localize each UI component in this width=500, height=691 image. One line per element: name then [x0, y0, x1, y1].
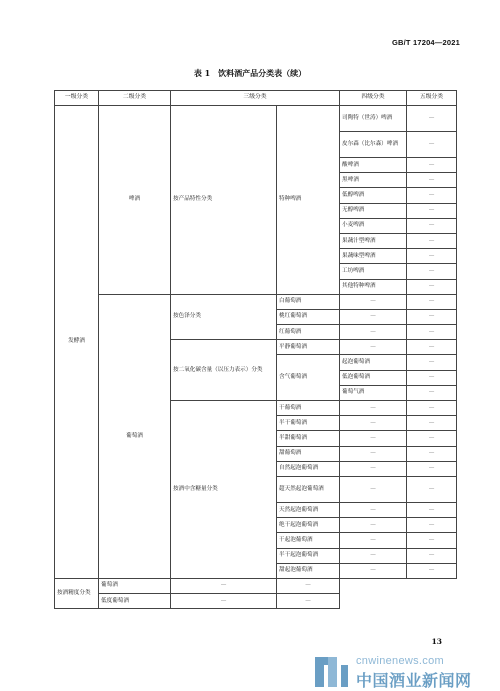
empty-cell: —: [277, 594, 340, 609]
empty-cell: —: [340, 548, 407, 563]
empty-cell: —: [340, 325, 407, 340]
standard-code: GB/T 17204—2021: [391, 38, 460, 47]
table-row: [55, 578, 457, 593]
empty-cell: —: [407, 264, 457, 279]
wine-sparkling: 含气葡萄酒: [277, 355, 340, 401]
empty-cell: —: [407, 385, 457, 400]
wine-sugar-type: 甜葡萄酒: [277, 446, 340, 461]
wine-sugar-type: 绝干起泡葡萄酒: [277, 518, 340, 533]
empty-cell: —: [407, 106, 457, 132]
level2-beer: 啤酒: [99, 106, 171, 295]
empty-cell: —: [340, 563, 407, 578]
empty-cell: —: [407, 188, 457, 203]
header-level2: 二级分类: [99, 91, 171, 106]
empty-cell: —: [340, 416, 407, 431]
empty-cell: —: [407, 446, 457, 461]
wine-sugar-type: 天然起泡葡萄酒: [277, 502, 340, 517]
wine-alcohol-type: 低度葡萄酒: [99, 594, 171, 609]
empty-cell: —: [277, 578, 340, 593]
empty-cell: —: [407, 476, 457, 502]
wine-sugar-type: 自然起泡葡萄酒: [277, 461, 340, 476]
watermark-url: cnwinenews.com: [356, 655, 444, 667]
empty-cell: —: [407, 325, 457, 340]
watermark: [312, 653, 500, 689]
caption-number: 表 1: [193, 68, 211, 78]
beer-level3: 按产品特性分类: [171, 106, 277, 295]
empty-cell: —: [407, 518, 457, 533]
header-level5: 五级分类: [407, 91, 457, 106]
empty-cell: —: [340, 461, 407, 476]
wine-sugar-type: 半干起泡葡萄酒: [277, 548, 340, 563]
wine-sugar-type: 半干葡萄酒: [277, 416, 340, 431]
watermark-logo-icon: [312, 653, 350, 689]
empty-cell: —: [340, 401, 407, 416]
wine-color-type: 白葡萄酒: [277, 294, 340, 309]
beer-type: 工坊啤酒: [340, 264, 407, 279]
table-header-row: [55, 91, 457, 106]
empty-cell: —: [407, 218, 457, 233]
classification-table: [54, 90, 457, 609]
empty-cell: —: [340, 533, 407, 548]
empty-cell: —: [407, 401, 457, 416]
empty-cell: —: [407, 355, 457, 370]
sparkling-type: 起泡葡萄酒: [340, 355, 407, 370]
table-row: [55, 294, 457, 309]
table-caption: [0, 68, 500, 79]
empty-cell: —: [407, 461, 457, 476]
header-level1: 一级分类: [55, 91, 99, 106]
beer-type: 司陶特（世涛）啤酒: [340, 106, 407, 132]
wine-color-type: 桃红葡萄酒: [277, 309, 340, 324]
beer-level4: 特种啤酒: [277, 106, 340, 295]
empty-cell: —: [407, 309, 457, 324]
header-level4: 四级分类: [340, 91, 407, 106]
wine-sugar-level3: 按酒中含糖量分类: [171, 401, 277, 579]
empty-cell: —: [340, 309, 407, 324]
empty-cell: —: [340, 502, 407, 517]
beer-type: 低醇啤酒: [340, 188, 407, 203]
wine-sugar-type: 半甜葡萄酒: [277, 431, 340, 446]
empty-cell: —: [171, 578, 277, 593]
level2-wine: 葡萄酒: [99, 294, 171, 578]
empty-cell: —: [407, 563, 457, 578]
table-row: [55, 106, 457, 132]
level1-fermented: 发酵酒: [55, 106, 99, 579]
header-level3: 三级分类: [171, 91, 340, 106]
empty-cell: —: [340, 431, 407, 446]
empty-cell: —: [340, 518, 407, 533]
empty-cell: —: [407, 249, 457, 264]
empty-cell: —: [407, 370, 457, 385]
empty-cell: —: [407, 533, 457, 548]
wine-color-type: 红葡萄酒: [277, 325, 340, 340]
table-row: [55, 594, 457, 609]
empty-cell: —: [340, 476, 407, 502]
wine-color-level3: 按色泽分类: [171, 294, 277, 340]
beer-type: 果蔬味型啤酒: [340, 249, 407, 264]
beer-type: 无醇啤酒: [340, 203, 407, 218]
empty-cell: —: [407, 340, 457, 355]
wine-still: 平静葡萄酒: [277, 340, 340, 355]
empty-cell: —: [407, 431, 457, 446]
empty-cell: —: [340, 294, 407, 309]
empty-cell: —: [340, 446, 407, 461]
watermark-name: 中国酒业新闻网: [356, 671, 472, 690]
empty-cell: —: [407, 158, 457, 173]
beer-type: 皮尔森（比尔森）啤酒: [340, 132, 407, 158]
empty-cell: —: [407, 279, 457, 294]
wine-sugar-type: 超天然起泡葡萄酒: [277, 476, 340, 502]
sparkling-type: 葡萄气酒: [340, 385, 407, 400]
page-number: 13: [431, 637, 442, 646]
beer-type: 黑啤酒: [340, 173, 407, 188]
beer-type: 小麦啤酒: [340, 218, 407, 233]
empty-cell: —: [171, 594, 277, 609]
beer-type: 果蔬汁型啤酒: [340, 233, 407, 248]
beer-type: 酸啤酒: [340, 158, 407, 173]
empty-cell: —: [340, 340, 407, 355]
sparkling-type: 低泡葡萄酒: [340, 370, 407, 385]
wine-co2-level3: 按二氧化碳含量（以压力表示）分类: [171, 340, 277, 401]
wine-alcohol-type: 葡萄酒: [99, 578, 171, 593]
empty-cell: —: [407, 132, 457, 158]
empty-cell: —: [407, 416, 457, 431]
wine-sugar-type: 甜起泡葡萄酒: [277, 563, 340, 578]
empty-cell: —: [407, 173, 457, 188]
empty-cell: —: [407, 548, 457, 563]
empty-cell: —: [407, 502, 457, 517]
caption-title: 饮料酒产品分类表（续）: [218, 68, 307, 78]
empty-cell: —: [407, 233, 457, 248]
wine-sugar-type: 干起泡葡萄酒: [277, 533, 340, 548]
beer-type: 其他特种啤酒: [340, 279, 407, 294]
wine-sugar-type: 干葡萄酒: [277, 401, 340, 416]
empty-cell: —: [407, 203, 457, 218]
wine-alcohol-level3: 按酒精度分类: [55, 578, 99, 608]
empty-cell: —: [407, 294, 457, 309]
